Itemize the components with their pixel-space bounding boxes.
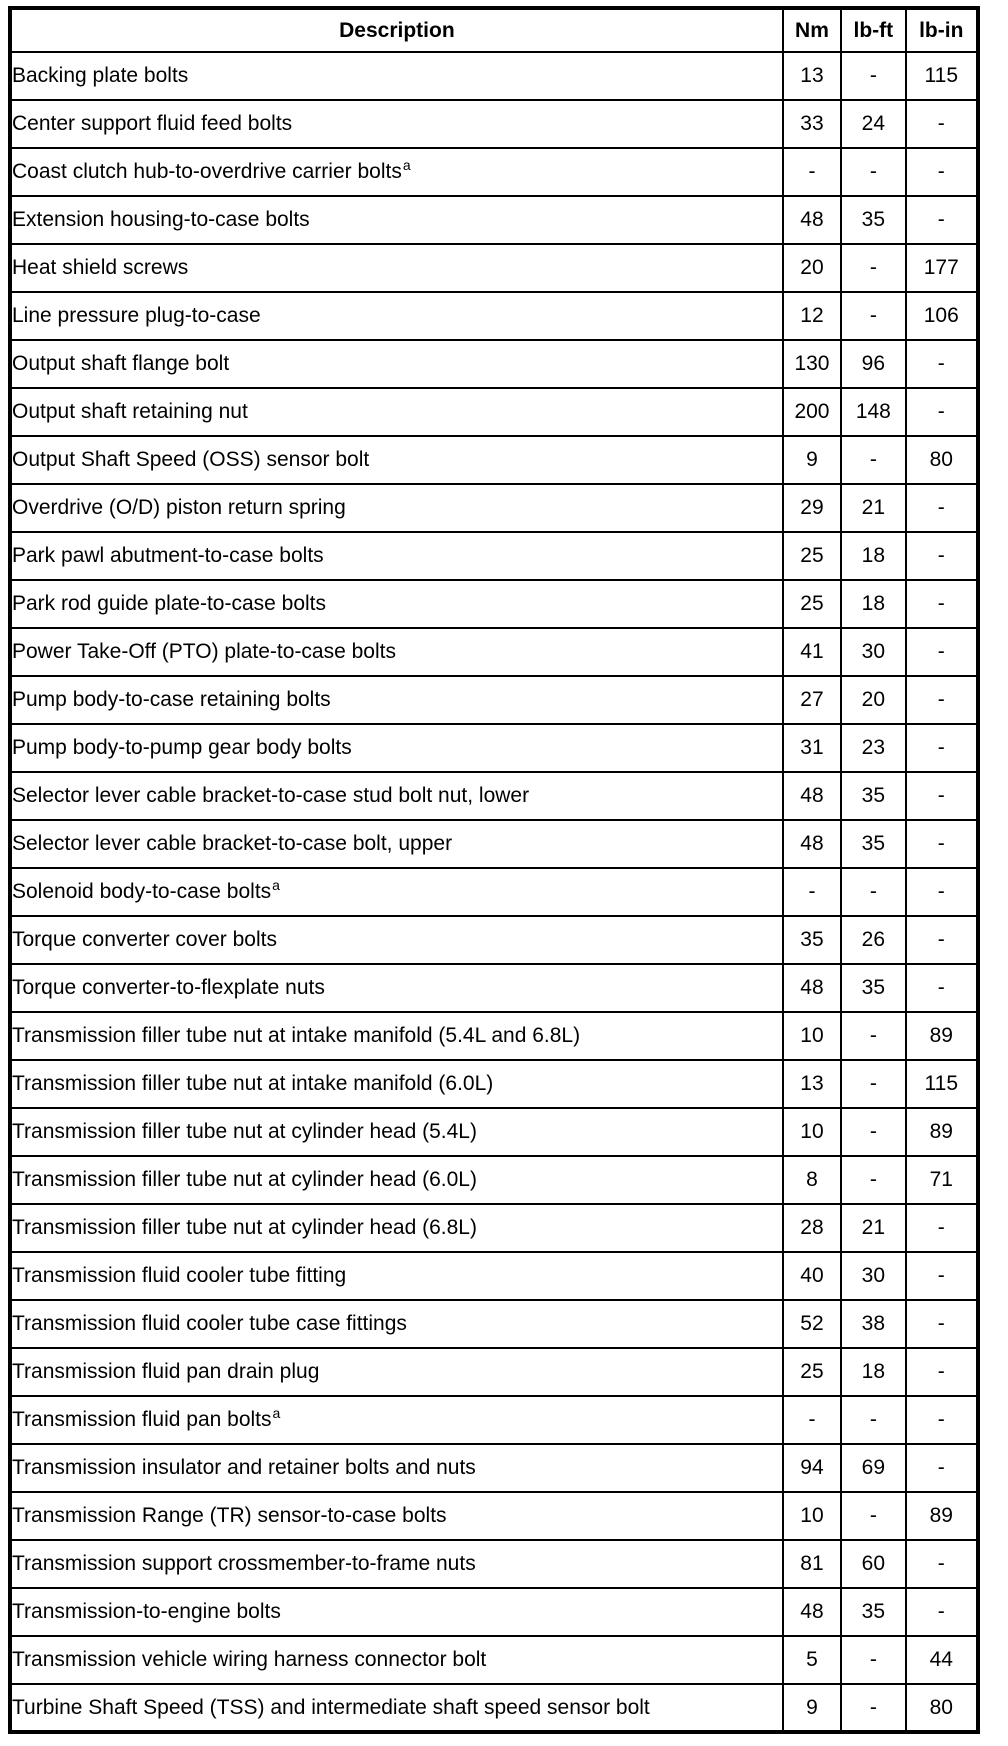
lb-ft-cell: 35	[841, 820, 905, 868]
lb-in-cell: 89	[906, 1492, 978, 1540]
table-row	[10, 1444, 978, 1492]
description-cell: Transmission fluid pan bolts$^a$	[10, 1396, 783, 1444]
description-cell: Turbine Shaft Speed (TSS) and intermediate shaft speed sensor bolt	[10, 1684, 783, 1732]
nm-cell: 8	[783, 1156, 841, 1204]
lb-in-cell: -	[906, 1252, 978, 1300]
description-cell: Torque converter-to-flexplate nuts	[10, 964, 783, 1012]
table-row	[10, 964, 978, 1012]
table-row	[10, 1540, 978, 1588]
lb-ft-cell: -	[841, 1012, 905, 1060]
lb-in-cell: -	[906, 580, 978, 628]
description-cell: Overdrive (O/D) piston return spring	[10, 484, 783, 532]
table-row	[10, 1348, 978, 1396]
lb-ft-cell: 18	[841, 580, 905, 628]
lb-ft-cell: 69	[841, 1444, 905, 1492]
table-row	[10, 1492, 978, 1540]
lb-ft-cell: 30	[841, 1252, 905, 1300]
footnote-marker: a	[272, 877, 280, 893]
lb-ft-cell: 20	[841, 676, 905, 724]
lb-ft-cell: -	[841, 244, 905, 292]
description-cell: Extension housing-to-case bolts	[10, 196, 783, 244]
lb-in-cell: -	[906, 196, 978, 244]
lb-in-cell: -	[906, 1396, 978, 1444]
table-row	[10, 1588, 978, 1636]
nm-cell: 41	[783, 628, 841, 676]
lb-ft-cell: -	[841, 1396, 905, 1444]
description-cell: Line pressure plug-to-case	[10, 292, 783, 340]
lb-ft-cell: 35	[841, 196, 905, 244]
lb-ft-cell: 23	[841, 724, 905, 772]
table-row	[10, 580, 978, 628]
lb-in-cell: 89	[906, 1108, 978, 1156]
table-row	[10, 772, 978, 820]
description-cell: Center support fluid feed bolts	[10, 100, 783, 148]
lb-in-cell: -	[906, 628, 978, 676]
description-cell: Solenoid body-to-case bolts$^a$	[10, 868, 783, 916]
lb-ft-cell: -	[841, 1492, 905, 1540]
lb-ft-cell: 38	[841, 1300, 905, 1348]
lb-in-cell: 177	[906, 244, 978, 292]
table-row	[10, 532, 978, 580]
table-row	[10, 52, 978, 100]
lb-ft-cell: 30	[841, 628, 905, 676]
description-cell: Power Take-Off (PTO) plate-to-case bolts	[10, 628, 783, 676]
nm-cell: 48	[783, 964, 841, 1012]
description-cell: Output shaft flange bolt	[10, 340, 783, 388]
lb-ft-cell: 24	[841, 100, 905, 148]
table-row	[10, 196, 978, 244]
col-header-description: Description	[10, 8, 783, 52]
lb-ft-cell: 26	[841, 916, 905, 964]
description-cell: Park pawl abutment-to-case bolts	[10, 532, 783, 580]
lb-in-cell: -	[906, 724, 978, 772]
table-body	[10, 52, 978, 1732]
lb-ft-cell: -	[841, 1684, 905, 1732]
description-cell: Transmission Range (TR) sensor-to-case bolts	[10, 1492, 783, 1540]
nm-cell: 200	[783, 388, 841, 436]
description-cell: Transmission fluid cooler tube case fittings	[10, 1300, 783, 1348]
table-row	[10, 1300, 978, 1348]
nm-cell: -	[783, 148, 841, 196]
nm-cell: 33	[783, 100, 841, 148]
lb-in-cell: -	[906, 676, 978, 724]
nm-cell: 35	[783, 916, 841, 964]
table-row	[10, 100, 978, 148]
description-cell: Transmission filler tube nut at cylinder head (6.8L)	[10, 1204, 783, 1252]
nm-cell: 10	[783, 1108, 841, 1156]
nm-cell: 94	[783, 1444, 841, 1492]
description-cell: Coast clutch hub-to-overdrive carrier bolts$^a$	[10, 148, 783, 196]
lb-ft-cell: -	[841, 148, 905, 196]
description-cell: Output Shaft Speed (OSS) sensor bolt	[10, 436, 783, 484]
nm-cell: 28	[783, 1204, 841, 1252]
description-cell: Transmission vehicle wiring harness connector bolt	[10, 1636, 783, 1684]
description-cell: Backing plate bolts	[10, 52, 783, 100]
nm-cell: 52	[783, 1300, 841, 1348]
lb-in-cell: 115	[906, 52, 978, 100]
lb-ft-cell: 18	[841, 1348, 905, 1396]
lb-ft-cell: -	[841, 1108, 905, 1156]
description-cell: Selector lever cable bracket-to-case stud bolt nut, lower	[10, 772, 783, 820]
table-row	[10, 484, 978, 532]
lb-ft-cell: 96	[841, 340, 905, 388]
table-row	[10, 868, 978, 916]
nm-cell: 25	[783, 532, 841, 580]
nm-cell: 29	[783, 484, 841, 532]
lb-in-cell: 115	[906, 1060, 978, 1108]
lb-in-cell: 44	[906, 1636, 978, 1684]
lb-in-cell: -	[906, 1300, 978, 1348]
lb-in-cell: -	[906, 916, 978, 964]
description-cell: Heat shield screws	[10, 244, 783, 292]
nm-cell: 130	[783, 340, 841, 388]
table-row	[10, 676, 978, 724]
lb-ft-cell: 21	[841, 484, 905, 532]
lb-in-cell: -	[906, 532, 978, 580]
nm-cell: 31	[783, 724, 841, 772]
nm-cell: 20	[783, 244, 841, 292]
lb-ft-cell: 60	[841, 1540, 905, 1588]
lb-in-cell: -	[906, 820, 978, 868]
description-cell: Transmission fluid cooler tube fitting	[10, 1252, 783, 1300]
lb-ft-cell: -	[841, 1636, 905, 1684]
nm-cell: 10	[783, 1492, 841, 1540]
lb-in-cell: -	[906, 388, 978, 436]
table-row	[10, 724, 978, 772]
nm-cell: 13	[783, 52, 841, 100]
header-row	[10, 8, 978, 52]
nm-cell: -	[783, 1396, 841, 1444]
table-row	[10, 628, 978, 676]
nm-cell: -	[783, 868, 841, 916]
table-row	[10, 436, 978, 484]
lb-ft-cell: 35	[841, 772, 905, 820]
lb-in-cell: 106	[906, 292, 978, 340]
nm-cell: 25	[783, 1348, 841, 1396]
lb-in-cell: -	[906, 964, 978, 1012]
footnote-marker: a	[402, 157, 411, 173]
lb-ft-cell: 35	[841, 1588, 905, 1636]
table-row	[10, 1636, 978, 1684]
table-row	[10, 1012, 978, 1060]
description-cell: Transmission filler tube nut at intake manifold (6.0L)	[10, 1060, 783, 1108]
description-cell: Pump body-to-pump gear body bolts	[10, 724, 783, 772]
lb-in-cell: 71	[906, 1156, 978, 1204]
col-header-nm: Nm	[783, 8, 841, 52]
nm-cell: 27	[783, 676, 841, 724]
nm-cell: 25	[783, 580, 841, 628]
table-row	[10, 244, 978, 292]
nm-cell: 81	[783, 1540, 841, 1588]
nm-cell: 9	[783, 436, 841, 484]
footnote-marker: a	[272, 1405, 281, 1421]
nm-cell: 48	[783, 820, 841, 868]
lb-ft-cell: -	[841, 436, 905, 484]
lb-in-cell: -	[906, 100, 978, 148]
description-cell: Transmission-to-engine bolts	[10, 1588, 783, 1636]
lb-in-cell: 80	[906, 436, 978, 484]
lb-ft-cell: 18	[841, 532, 905, 580]
col-header-lb-ft: lb-ft	[841, 8, 905, 52]
table-row	[10, 916, 978, 964]
lb-ft-cell: -	[841, 292, 905, 340]
nm-cell: 9	[783, 1684, 841, 1732]
description-cell: Transmission fluid pan drain plug	[10, 1348, 783, 1396]
torque-spec-table	[8, 6, 980, 1734]
lb-in-cell: 80	[906, 1684, 978, 1732]
lb-ft-cell: 21	[841, 1204, 905, 1252]
table-row	[10, 1060, 978, 1108]
table-row	[10, 1108, 978, 1156]
lb-in-cell: -	[906, 1348, 978, 1396]
lb-ft-cell: -	[841, 52, 905, 100]
table-row	[10, 1252, 978, 1300]
description-cell: Output shaft retaining nut	[10, 388, 783, 436]
nm-cell: 48	[783, 196, 841, 244]
lb-ft-cell: -	[841, 1156, 905, 1204]
lb-in-cell: -	[906, 868, 978, 916]
table-row	[10, 1204, 978, 1252]
lb-ft-cell: 35	[841, 964, 905, 1012]
nm-cell: 40	[783, 1252, 841, 1300]
lb-in-cell: -	[906, 1540, 978, 1588]
description-cell: Transmission support crossmember-to-frame nuts	[10, 1540, 783, 1588]
nm-cell: 10	[783, 1012, 841, 1060]
nm-cell: 5	[783, 1636, 841, 1684]
lb-in-cell: -	[906, 1588, 978, 1636]
table-row	[10, 1396, 978, 1444]
lb-ft-cell: 148	[841, 388, 905, 436]
lb-ft-cell: -	[841, 1060, 905, 1108]
table-row	[10, 340, 978, 388]
nm-cell: 48	[783, 1588, 841, 1636]
table-row	[10, 388, 978, 436]
description-cell: Transmission insulator and retainer bolts and nuts	[10, 1444, 783, 1492]
description-cell: Selector lever cable bracket-to-case bolt, upper	[10, 820, 783, 868]
table-row	[10, 1156, 978, 1204]
description-cell: Transmission filler tube nut at intake manifold (5.4L and 6.8L)	[10, 1012, 783, 1060]
table-row	[10, 148, 978, 196]
description-cell: Transmission filler tube nut at cylinder head (6.0L)	[10, 1156, 783, 1204]
lb-in-cell: -	[906, 772, 978, 820]
lb-in-cell: -	[906, 1444, 978, 1492]
description-cell: Park rod guide plate-to-case bolts	[10, 580, 783, 628]
description-cell: Torque converter cover bolts	[10, 916, 783, 964]
table-row	[10, 820, 978, 868]
lb-in-cell: 89	[906, 1012, 978, 1060]
lb-in-cell: -	[906, 484, 978, 532]
lb-in-cell: -	[906, 148, 978, 196]
table-row	[10, 1684, 978, 1732]
lb-ft-cell: -	[841, 868, 905, 916]
description-cell: Pump body-to-case retaining bolts	[10, 676, 783, 724]
table-row	[10, 292, 978, 340]
col-header-lb-in: lb-in	[906, 8, 978, 52]
lb-in-cell: -	[906, 340, 978, 388]
description-cell: Transmission filler tube nut at cylinder head (5.4L)	[10, 1108, 783, 1156]
nm-cell: 12	[783, 292, 841, 340]
nm-cell: 13	[783, 1060, 841, 1108]
lb-in-cell: -	[906, 1204, 978, 1252]
nm-cell: 48	[783, 772, 841, 820]
